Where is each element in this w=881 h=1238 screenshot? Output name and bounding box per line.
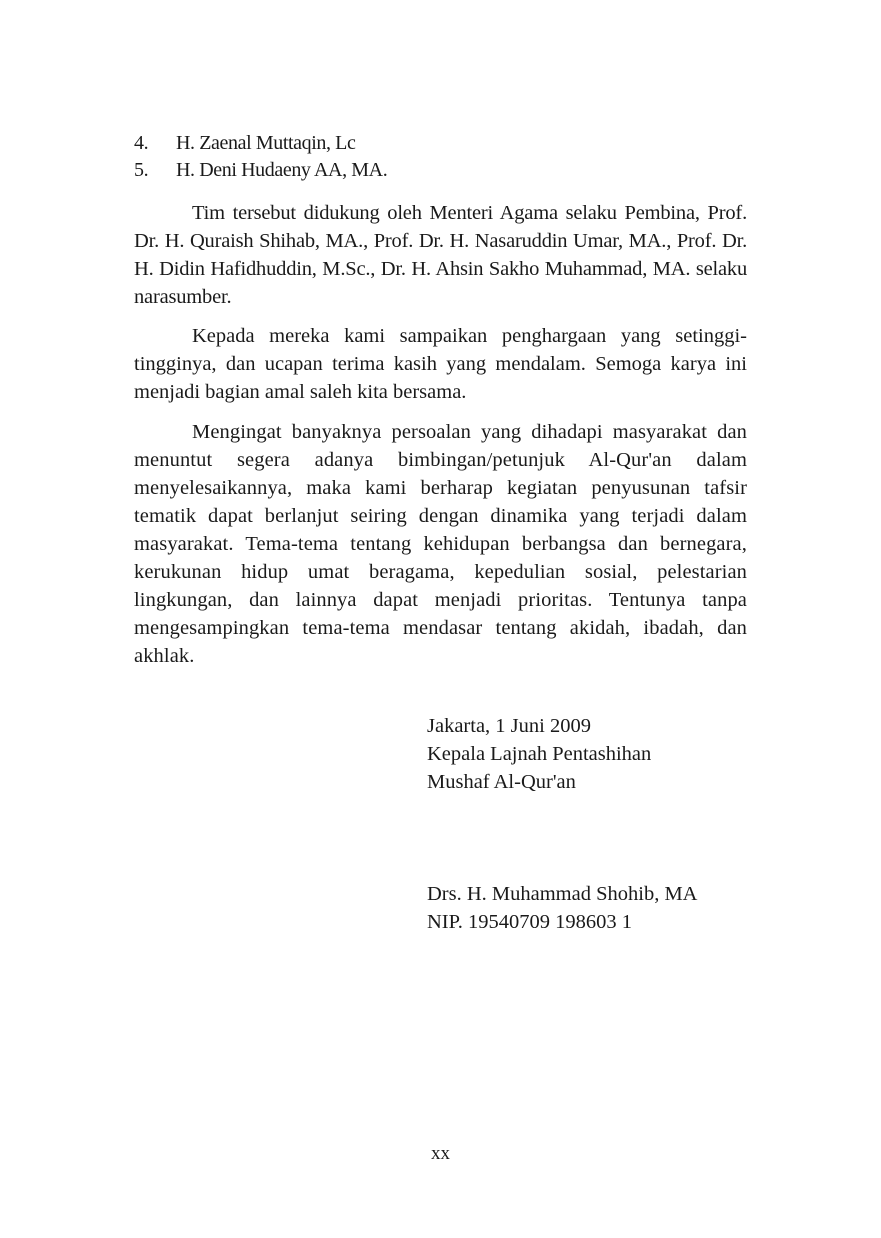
signature-name: Drs. H. Muhammad Shohib, MA bbox=[427, 883, 698, 905]
paragraph-team-support: Tim tersebut didukung oleh Menteri Agama selaku Pembina, Prof. Dr. H. Quraish Shihab, MA., Prof. Dr. H. Nasaruddin Umar, MA., Prof. Dr. H. Didin Hafidhuddin, M.Sc., Dr. H. Ahsin Sakho Muhammad, MA. selaku narasumber. bbox=[134, 202, 747, 308]
list-item-number: 5. bbox=[134, 159, 149, 181]
signature-position-line1: Kepala Lajnah Pentashihan bbox=[427, 743, 652, 765]
paragraph-appreciation: Kepada mereka kami sampaikan penghargaan yang setinggi-tingginya, dan ucapan terima kasih yang mendalam. Semoga karya ini menjadi bagian amal saleh kita bersama. bbox=[134, 325, 747, 403]
signature-nip: NIP. 19540709 198603 1 bbox=[427, 911, 633, 933]
member-list bbox=[134, 130, 747, 184]
list-item-number: 4. bbox=[134, 132, 149, 154]
list-item-text: H. Zaenal Muttaqin, Lc bbox=[176, 132, 356, 154]
paragraph-hope: Mengingat banyaknya persoalan yang dihadapi masyarakat dan menuntut segera adanya bimbingan/petunjuk Al-Qur'an dalam menyelesaikannya, maka kami berharap kegiatan penyusunan tafsir tematik dapat berlanjut seiring dengan dinamika yang terjadi dalam masyarakat. Tema-tema tentang kehidupan berbangsa dan bernegara, kerukunan hidup umat beragama, kepedulian sosial, pelestarian lingkungan, dan lainnya dapat menjadi prioritas. Tentunya tanpa mengesampingkan tema-tema mendasar tentang akidah, ibadah, dan akhlak. bbox=[134, 421, 747, 667]
signature-space bbox=[427, 796, 757, 880]
list-item bbox=[134, 130, 747, 157]
list-item-text: H. Deni Hudaeny AA, MA. bbox=[176, 159, 388, 181]
signature-place-date: Jakarta, 1 Juni 2009 bbox=[427, 715, 591, 737]
signature-block bbox=[427, 712, 757, 936]
signature-position-line2: Mushaf Al-Qur'an bbox=[427, 771, 576, 793]
list-item bbox=[134, 157, 747, 184]
page-number: xx bbox=[431, 1143, 450, 1164]
